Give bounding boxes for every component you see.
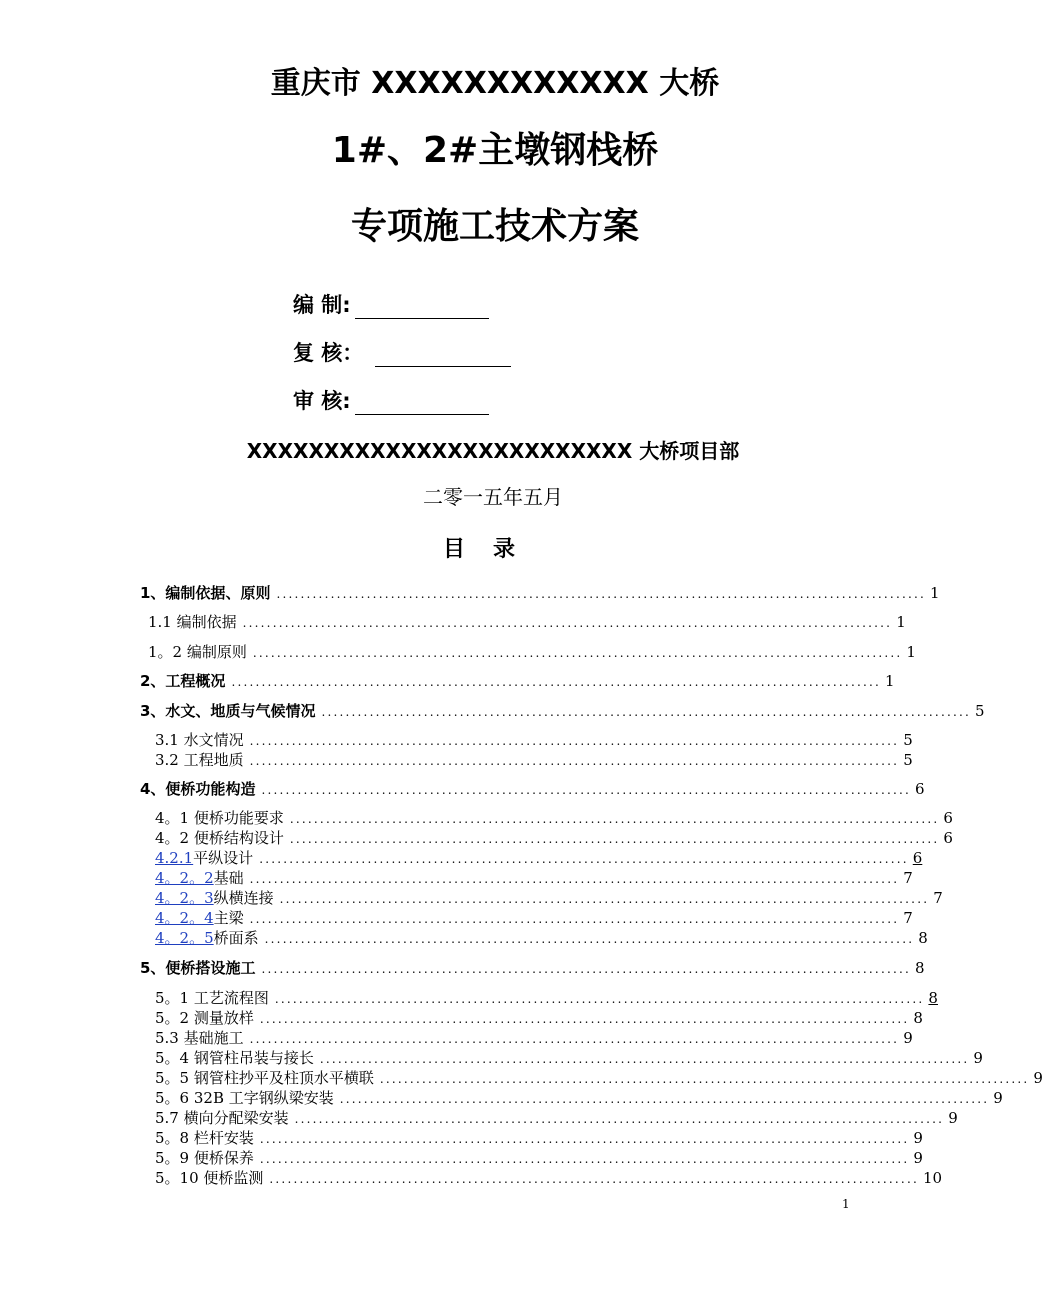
toc-entry-link-number[interactable]: 4.2.1 (155, 849, 194, 867)
toc-entry-page: 9 (948, 1109, 958, 1127)
toc-entry[interactable] (140, 701, 985, 721)
toc-entry-page: 6 (943, 809, 953, 827)
toc-entry-page: 9 (913, 1149, 923, 1167)
toc-entry-label: 4。2 便桥结构设计 (155, 829, 284, 847)
organization-name: XXXXXXXXXXXXXXXXXXXXXXXXX 大桥项目部 (246, 439, 740, 463)
toc-entry-page: 9 (903, 1029, 913, 1047)
sign-audit-line (355, 390, 489, 415)
toc-entry-label (155, 888, 280, 908)
toc-entry-page: 1 (896, 613, 906, 631)
toc-leader-dots: ............................................................................................................ (261, 783, 912, 797)
toc-entry-page: 1 (906, 643, 916, 661)
toc-entry[interactable] (155, 848, 923, 868)
toc-leader-dots: ............................................................................................................ (319, 1052, 970, 1066)
toc-entry-page: 5 (903, 731, 913, 749)
toc-leader-dots: ............................................................................................................ (259, 1132, 910, 1146)
toc-entry[interactable] (155, 1088, 1003, 1108)
toc-entry[interactable] (155, 908, 913, 928)
sign-compile-line (355, 294, 489, 319)
toc-entry[interactable] (155, 1068, 1043, 1088)
toc-entry-page: 9 (1033, 1069, 1043, 1087)
toc-leader-dots: ............................................................................................................ (259, 852, 909, 866)
toc-entry-label: 5。5 钢管柱抄平及柱顶水平横联 (155, 1069, 374, 1087)
toc-entry-label: 5.3 基础施工 (155, 1029, 244, 1047)
toc-entry[interactable] (155, 808, 953, 828)
toc-leader-dots: ............................................................................................................ (259, 1012, 910, 1026)
toc-entry[interactable] (155, 828, 953, 848)
toc-entry[interactable] (155, 988, 938, 1008)
toc-entry-page: 8 (918, 929, 928, 947)
toc-entry-label: 5。9 便桥保养 (155, 1149, 254, 1167)
toc-leader-dots: ............................................................................................................ (242, 616, 893, 630)
sign-review-line (375, 342, 511, 367)
toc-entry-label: 1。2 编制原则 (148, 643, 247, 661)
toc-entry-text: 平纵设计 (193, 849, 254, 867)
document-title-line2: 1#、2#主墩钢栈桥 (331, 130, 659, 171)
toc-entry[interactable] (155, 730, 913, 750)
toc-entry-page: 1 (930, 584, 940, 602)
toc-entry-page: 9 (913, 1129, 923, 1147)
toc-entry-label: 5。1 工艺流程图 (155, 989, 269, 1007)
toc-entry-label: 3.2 工程地质 (155, 751, 244, 769)
toc-leader-dots: ............................................................................................................ (249, 872, 900, 886)
toc-entry-label: 5、便桥搭设施工 (140, 959, 256, 977)
toc-entry-page: 7 (903, 909, 913, 927)
sign-compile-label: 编 制: (293, 293, 351, 317)
toc-entry-page: 8 (913, 1009, 923, 1027)
toc-entry-label: 3、水文、地质与气候情况 (140, 702, 316, 720)
toc-leader-dots: ............................................................................................................ (321, 705, 972, 719)
toc-entry-page: 6 (943, 829, 953, 847)
toc-entry-label: 4、便桥功能构造 (140, 780, 256, 798)
toc-entry-page: 6 (912, 849, 923, 867)
toc-entry-page: 9 (993, 1089, 1003, 1107)
toc-entry[interactable] (155, 1148, 923, 1168)
toc-entry-page: 7 (903, 869, 913, 887)
document-title-line3: 专项施工技术方案 (350, 206, 639, 247)
toc-entry[interactable] (155, 868, 913, 888)
toc-leader-dots: ............................................................................................................ (276, 587, 927, 601)
toc-title: 目录 (442, 537, 543, 562)
toc-entry-page: 7 (933, 889, 943, 907)
toc-entry[interactable] (148, 642, 916, 662)
toc-entry-link-number[interactable]: 4。2。4 (155, 909, 214, 927)
toc-entry-text: 基础 (213, 869, 244, 887)
sign-compile-row (293, 289, 489, 319)
toc-leader-dots: ............................................................................................................ (379, 1072, 1030, 1086)
toc-entry-label (155, 848, 259, 868)
toc-entry-page: 1 (885, 672, 895, 690)
document-date: 二零一五年五月 (423, 485, 563, 509)
toc-leader-dots: ............................................................................................................ (294, 1112, 945, 1126)
sign-review-row (293, 337, 511, 367)
toc-leader-dots: ............................................................................................................ (249, 1032, 900, 1046)
toc-entry[interactable] (140, 583, 940, 603)
toc-leader-dots: ............................................................................................................ (289, 832, 940, 846)
toc-entry-page: 8 (928, 989, 938, 1007)
toc-leader-dots: ............................................................................................................ (231, 675, 882, 689)
toc-entry[interactable] (155, 1028, 913, 1048)
page-number: 1 (842, 1197, 850, 1211)
toc-entry[interactable] (155, 928, 928, 948)
toc-entry-label (155, 928, 265, 948)
toc-leader-dots: ............................................................................................................ (249, 754, 900, 768)
toc-leader-dots: ............................................................................................................ (261, 962, 912, 976)
toc-entry-link-number[interactable]: 4。2。3 (155, 889, 214, 907)
toc-leader-dots: ............................................................................................................ (339, 1092, 990, 1106)
toc-entry-label: 5。10 便桥监测 (155, 1169, 264, 1187)
toc-leader-dots: ............................................................................................................ (269, 1172, 919, 1186)
toc-entry-label: 2、工程概况 (140, 672, 226, 690)
toc-entry[interactable] (140, 779, 925, 799)
toc-leader-dots: ............................................................................................................ (264, 932, 915, 946)
toc-entry-page: 10 (922, 1169, 943, 1187)
toc-entry-label: 1.1 编制依据 (148, 613, 237, 631)
toc-leader-dots: ............................................................................................................ (249, 912, 900, 926)
toc-leader-dots: ............................................................................................................ (274, 992, 925, 1006)
toc-entry-label (155, 868, 250, 888)
sign-review-label: 复 核： (293, 341, 364, 365)
toc-entry[interactable] (155, 1168, 943, 1188)
document-title-line1: 重庆市 XXXXXXXXXXXX 大桥 (270, 66, 720, 101)
toc-leader-dots: ............................................................................................................ (259, 1152, 910, 1166)
toc-entry[interactable] (155, 888, 943, 908)
toc-entry-page: 9 (973, 1049, 983, 1067)
toc-entry-label: 5。2 测量放样 (155, 1009, 254, 1027)
toc-entry-text: 主梁 (213, 909, 244, 927)
toc-entry-label: 3.1 水文情况 (155, 731, 244, 749)
toc-leader-dots: ............................................................................................................ (252, 646, 903, 660)
toc-entry-link-number[interactable]: 4。2。5 (155, 929, 214, 947)
toc-entry[interactable] (148, 612, 906, 632)
toc-entry[interactable] (155, 1048, 983, 1068)
toc-entry-label: 5.7 横向分配梁安装 (155, 1109, 289, 1127)
toc-entry[interactable] (140, 671, 895, 691)
toc-entry-label: 5。6 32B 工字钢纵梁安装 (155, 1089, 334, 1107)
toc-entry-link-number[interactable]: 4。2。2 (155, 869, 214, 887)
toc-entry[interactable] (140, 958, 925, 978)
toc-entry-text: 桥面系 (213, 929, 259, 947)
toc-entry-label: 4。1 便桥功能要求 (155, 809, 284, 827)
toc-leader-dots: ............................................................................................................ (289, 812, 940, 826)
toc-entry[interactable] (155, 1108, 958, 1128)
toc-entry-text: 纵横连接 (213, 889, 274, 907)
toc-entry-label: 5。4 钢管柱吊装与接长 (155, 1049, 314, 1067)
toc-entry[interactable] (155, 750, 913, 770)
toc-entry-page: 5 (975, 702, 985, 720)
toc-entry-page: 8 (915, 959, 925, 977)
toc-entry-page: 5 (903, 751, 913, 769)
toc-entry[interactable] (155, 1128, 923, 1148)
toc-entry-page: 6 (915, 780, 925, 798)
toc-entry-label: 5。8 栏杆安装 (155, 1129, 254, 1147)
toc-leader-dots: ............................................................................................................ (279, 892, 930, 906)
sign-audit-row (293, 385, 489, 415)
toc-entry-label (155, 908, 250, 928)
toc-leader-dots: ............................................................................................................ (249, 734, 900, 748)
toc-entry-label: 1、编制依据、原则 (140, 584, 271, 602)
toc-entry[interactable] (155, 1008, 923, 1028)
sign-audit-label: 审 核: (293, 389, 351, 413)
